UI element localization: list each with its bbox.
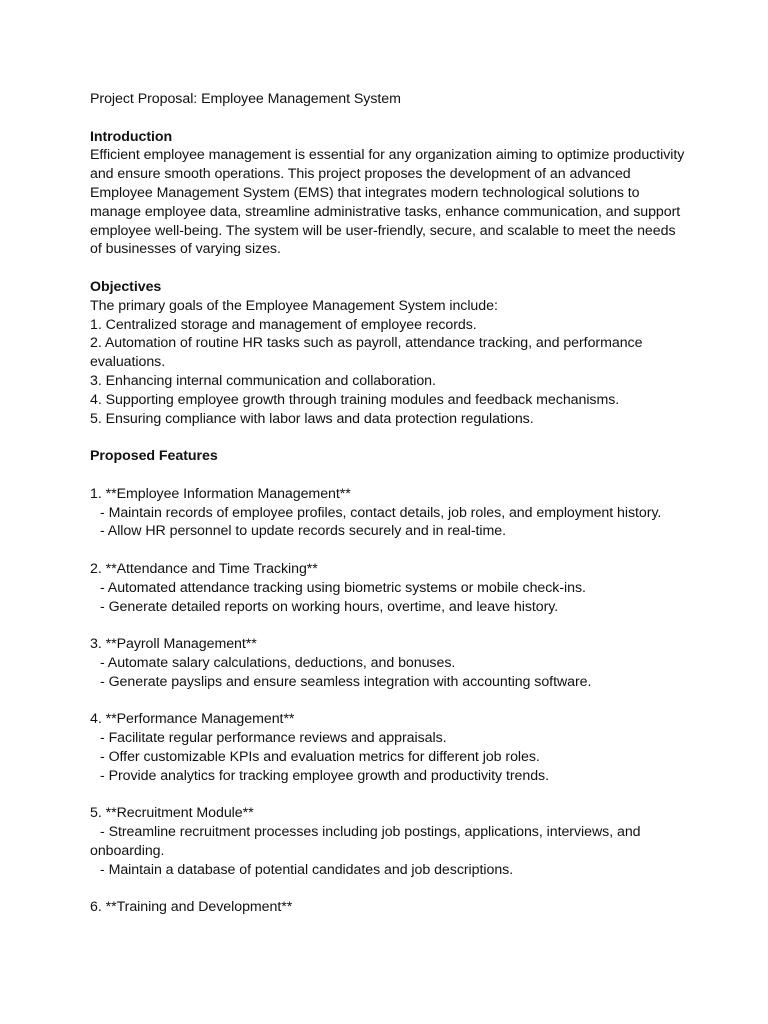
objective-item: 2. Automation of routine HR tasks such as payroll, attendance tracking, and performance [90, 335, 643, 352]
feature-bullet: - Maintain records of employee profiles, contact details, job roles, and employment history. [100, 504, 662, 521]
introduction-line: manage employee data, streamline administrative tasks, enhance communication, and support [90, 203, 681, 220]
objective-item: evaluations. [90, 354, 166, 371]
feature-title: 1. **Employee Information Management** [90, 485, 351, 502]
introduction-heading: Introduction [90, 128, 173, 145]
document-page [90, 90, 690, 917]
document-title: Project Proposal: Employee Management System [90, 91, 401, 107]
features-heading: Proposed Features [90, 448, 218, 465]
spacer [90, 541, 690, 560]
objective-item: 1. Centralized storage and management of employee records. [90, 316, 477, 333]
feature-title: 5. **Recruitment Module** [90, 805, 254, 822]
feature-title: 4. **Performance Management** [90, 711, 295, 728]
feature-bullet: - Automated attendance tracking using biometric systems or mobile check-ins. [100, 579, 586, 596]
objective-item: 5. Ensuring compliance with labor laws and data protection regulations. [90, 410, 534, 427]
feature-bullet: - Allow HR personnel to update records securely and in real-time. [100, 523, 507, 540]
spacer [90, 616, 690, 635]
feature-bullet: - Maintain a database of potential candidates and job descriptions. [100, 861, 514, 878]
introduction-line: Employee Management System (EMS) that integrates modern technological solutions to [90, 184, 640, 201]
introduction-line: and ensure smooth operations. This project proposes the development of an advanced [90, 166, 631, 183]
objectives-heading: Objectives [90, 278, 162, 295]
feature-bullet-continuation: onboarding. [90, 842, 165, 859]
introduction-line: of businesses of varying sizes. [90, 241, 281, 258]
spacer [90, 109, 690, 128]
feature-title: 2. **Attendance and Time Tracking** [90, 560, 318, 577]
feature-bullet: - Automate salary calculations, deductions, and bonuses. [100, 654, 456, 671]
feature-title: 3. **Payroll Management** [90, 636, 257, 653]
introduction-line: employee well-being. The system will be user-friendly, secure, and scalable to meet the needs [90, 222, 676, 239]
feature-bullet: - Streamline recruitment processes including job postings, applications, interviews, and [100, 824, 641, 841]
objective-item: 3. Enhancing internal communication and collaboration. [90, 372, 436, 389]
spacer [90, 785, 690, 804]
spacer [90, 692, 690, 711]
feature-bullet: - Facilitate regular performance reviews and appraisals. [100, 730, 447, 747]
objectives-intro: The primary goals of the Employee Management System include: [90, 297, 498, 314]
spacer [90, 259, 690, 278]
spacer [90, 879, 690, 898]
spacer [90, 428, 690, 447]
spacer [90, 466, 690, 485]
feature-bullet: - Offer customizable KPIs and evaluation metrics for different job roles. [100, 748, 540, 765]
feature-title: 6. **Training and Development** [90, 899, 293, 916]
objective-item: 4. Supporting employee growth through training modules and feedback mechanisms. [90, 391, 620, 408]
feature-bullet: - Provide analytics for tracking employee growth and productivity trends. [100, 767, 549, 784]
feature-bullet: - Generate detailed reports on working hours, overtime, and leave history. [100, 598, 559, 615]
feature-bullet: - Generate payslips and ensure seamless integration with accounting software. [100, 673, 592, 690]
introduction-line: Efficient employee management is essential for any organization aiming to optimize productivity [90, 147, 685, 164]
